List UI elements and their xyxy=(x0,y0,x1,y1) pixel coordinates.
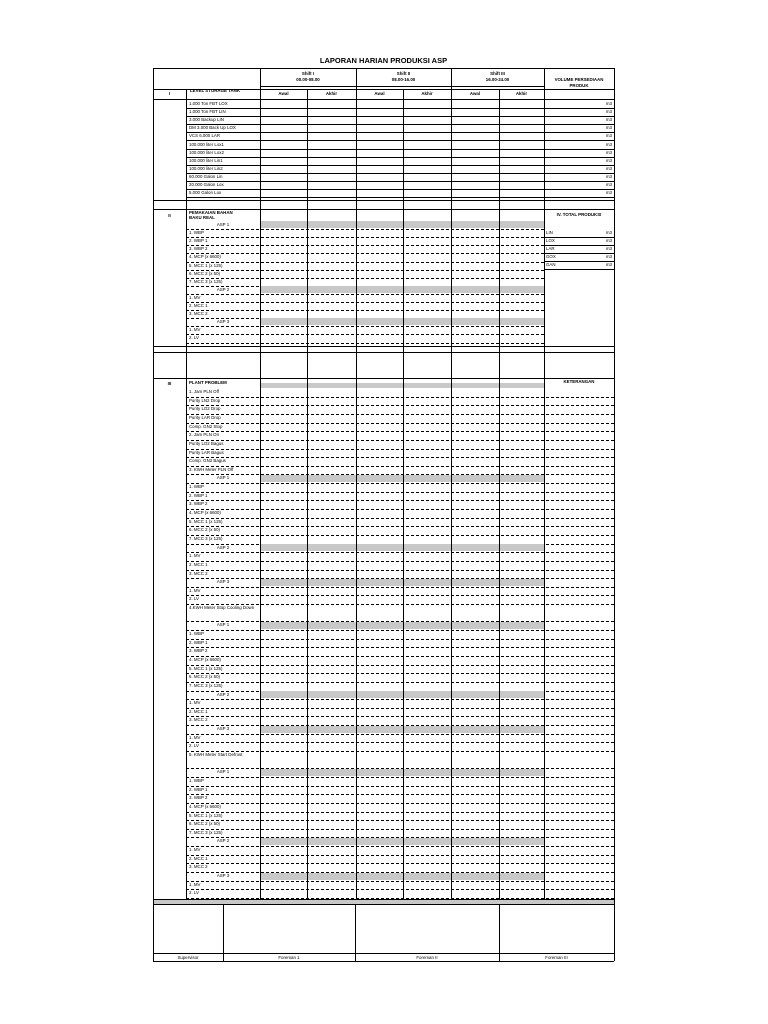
shift-column-line xyxy=(260,68,261,899)
bahan-band xyxy=(260,318,544,325)
row-divider xyxy=(186,794,614,795)
problem-band-50: ASP 2 xyxy=(216,838,230,844)
problem-band-18: ASP 2 xyxy=(216,544,230,550)
level-item-8: 100.000 liter Lin1 xyxy=(189,157,223,163)
bahan-row-1: 1. WBP xyxy=(189,230,204,236)
total-unit-3: m3 xyxy=(605,246,612,252)
row-divider xyxy=(186,509,614,510)
problem-row-36: 2. MCC 1 xyxy=(189,708,208,714)
row-divider xyxy=(186,334,544,335)
problem-row-7: Purity LAR Bagus xyxy=(189,449,224,455)
problem-band xyxy=(260,475,544,482)
row-divider xyxy=(186,829,614,830)
row-divider xyxy=(186,253,544,254)
row-divider xyxy=(186,518,614,519)
section-i-number: I xyxy=(168,91,171,96)
level-unit-11: m3 xyxy=(605,182,612,187)
level-item-6: 100.000 liter Lox1 xyxy=(189,141,224,147)
row-divider xyxy=(186,492,614,493)
row-divider xyxy=(186,440,614,441)
problem-band xyxy=(260,838,544,845)
row-divider xyxy=(186,820,614,821)
problem-band xyxy=(260,873,544,880)
problem-row-23: 1. MV xyxy=(189,587,201,593)
level-unit-6: m3 xyxy=(605,141,612,147)
row-divider xyxy=(186,855,614,856)
signature-left xyxy=(153,904,154,961)
problem-band-42: ASP 1 xyxy=(216,769,230,775)
level-item-11: 20.000 Galon Lox xyxy=(189,182,224,187)
problem-row-31: 5. MCC 1 (x 125) xyxy=(189,665,223,671)
problem-row-41: 5. KWH Meter Start Defrost xyxy=(189,752,243,758)
problem-row-30: 4. MCP (x 6600) xyxy=(189,656,221,662)
row-divider xyxy=(186,673,614,674)
bahan-row-10: 2. MCC 1 xyxy=(189,303,208,308)
problem-band xyxy=(260,544,544,551)
problem-row-28: 2. WBP 1 xyxy=(189,639,208,645)
row-divider xyxy=(186,812,614,813)
problem-band-26: ASP 1 xyxy=(216,622,230,628)
total-row-line xyxy=(544,269,614,270)
left-border xyxy=(153,68,154,905)
shift-1-awal: Awal xyxy=(278,91,289,96)
level-unit-9: m3 xyxy=(605,165,612,171)
level-unit-5: m3 xyxy=(605,133,612,139)
awal-akhir-line xyxy=(403,89,404,899)
row-divider xyxy=(186,552,614,553)
problem-row-20: 2. MCC 1 xyxy=(189,561,208,567)
level-unit-3: m3 xyxy=(605,117,612,123)
signature-supervisor: Supervisor xyxy=(177,955,199,960)
problem-row-47: 5. MCC 1 (x 125) xyxy=(189,812,223,818)
bahan-row-2: 2. WBP 1 xyxy=(189,238,208,244)
level-unit-8: m3 xyxy=(605,157,612,163)
shift-1-name: Shift I xyxy=(301,71,315,76)
problem-row-46: 4. MCP (x 6600) xyxy=(189,803,221,809)
row-divider xyxy=(186,229,544,230)
problem-row-1: Purity LN2 Drop xyxy=(189,397,221,403)
level-item-4: DM 3.000 Back Up LOX xyxy=(189,125,236,131)
row-divider xyxy=(186,302,544,303)
bahan-row-13: 1. MV xyxy=(189,327,201,333)
problem-row-52: 2. MCC 1 xyxy=(189,855,208,861)
row-divider xyxy=(186,431,614,432)
row-divider xyxy=(186,570,614,571)
row-divider xyxy=(186,716,614,717)
volume-header-line2: PRODUK xyxy=(569,83,589,88)
level-item-3: 3.000 Backup LIN xyxy=(189,117,224,123)
level-item-2: 1.000 Ton FBT LIN xyxy=(189,109,226,115)
problem-row-9: 3. KWH Meter PLN Off xyxy=(189,466,234,472)
total-produksi-title: IV. TOTAL PRODUKSI xyxy=(556,212,602,217)
total-item-lar: LAR xyxy=(546,246,555,252)
problem-band-38: ASP 3 xyxy=(216,726,230,732)
row-divider xyxy=(186,699,614,700)
row-divider xyxy=(186,561,614,562)
row-divider xyxy=(186,734,614,735)
row-divider xyxy=(186,742,614,743)
problem-row-24: 2. LV xyxy=(189,596,199,602)
bahan-row-6: 6. MCC 2 (x 50) xyxy=(189,270,220,276)
row-divider xyxy=(186,500,614,501)
signature-right xyxy=(614,904,615,961)
shift-2-time: 08.00-16.00 xyxy=(391,77,416,82)
level-unit-12: m3 xyxy=(605,190,612,196)
problem-band xyxy=(260,691,544,698)
total-unit-4: m3 xyxy=(605,254,612,260)
problem-band xyxy=(260,579,544,586)
signature-foreman-iii: Foreman III xyxy=(545,955,568,960)
bahan-band-8: ASP 2 xyxy=(216,286,230,292)
row-divider xyxy=(186,889,614,890)
row-divider xyxy=(186,483,614,484)
section-iii-bottom xyxy=(153,899,614,900)
problem-row-37: 3. MCC 2 xyxy=(189,717,208,723)
problem-band xyxy=(260,769,544,776)
row-divider xyxy=(186,665,614,666)
problem-row-17: 7. MCC 3 (x 125) xyxy=(189,535,223,541)
signature-foreman-1: Foreman 1 xyxy=(278,955,300,960)
shift-column-line xyxy=(544,68,545,899)
row-divider xyxy=(186,535,614,536)
row-divider xyxy=(186,846,614,847)
problem-row-12: 2. WBP 1 xyxy=(189,492,208,498)
bahan-band-12: ASP 3 xyxy=(216,319,230,325)
signature-column-line xyxy=(355,904,356,961)
row-divider xyxy=(186,245,544,246)
total-unit-2: m3 xyxy=(605,238,612,244)
problem-row-55: 1. MV xyxy=(189,881,201,887)
problem-header-band xyxy=(260,383,544,388)
shift-2-name: Shift II xyxy=(396,71,411,76)
total-item-gan: GAN xyxy=(546,262,556,268)
report-title: LAPORAN HARIAN PRODUKSI ASP xyxy=(319,56,448,65)
shift-3-name: Shift III xyxy=(490,71,505,76)
row-divider xyxy=(186,449,614,450)
keterangan-title: KETERANGAN xyxy=(563,379,595,384)
row-divider xyxy=(186,397,614,398)
problem-band xyxy=(260,726,544,733)
bahan-band xyxy=(260,286,544,293)
problem-row-16: 6. MCC 2 (x 50) xyxy=(189,527,220,533)
awal-akhir-line xyxy=(307,89,308,899)
problem-band xyxy=(260,622,544,629)
row-divider xyxy=(186,647,614,648)
row-divider xyxy=(186,656,614,657)
problem-row-8: Comp. GN2 Bagus xyxy=(189,458,226,464)
level-unit-2: m3 xyxy=(605,109,612,115)
problem-row-2: Purity LO2 Drop xyxy=(189,406,221,412)
row-divider xyxy=(186,777,614,778)
problem-row-13: 3. WBP 2 xyxy=(189,501,208,507)
row-divider xyxy=(186,639,614,640)
level-item-1: 1.000 Ton FBT LOX xyxy=(189,101,228,106)
problem-row-51: 1. MV xyxy=(189,847,201,853)
section-ii-label-2: BAKU REAL xyxy=(189,215,215,220)
shift-column-line xyxy=(356,68,357,899)
problem-band-22: ASP 3 xyxy=(216,579,230,585)
level-unit-7: m3 xyxy=(605,149,612,155)
row-divider xyxy=(186,405,614,406)
problem-row-14: 4. MCP (x 6600) xyxy=(189,510,221,516)
shift-3-akhir: Akhir xyxy=(515,91,528,96)
shift-column-line xyxy=(451,68,452,899)
bahan-row-14: 2. LV xyxy=(189,335,199,341)
problem-row-49: 7. MCC 3 (x 125) xyxy=(189,829,223,835)
bahan-row-4: 4. MCP (x 6600) xyxy=(189,254,221,260)
problem-row-21: 3. MCC 2 xyxy=(189,570,208,576)
awal-akhir-line xyxy=(499,89,500,899)
row-divider xyxy=(186,466,614,467)
shift-3-time: 16.00-24.00 xyxy=(485,77,510,82)
shift-1-time: 00.00-08.00 xyxy=(296,77,320,82)
total-unit-5: m3 xyxy=(605,262,612,268)
level-unit-10: m3 xyxy=(605,173,612,179)
volume-header-line1: VOLUME PERSEDIAAN xyxy=(554,77,604,82)
row-divider xyxy=(186,423,614,424)
section-iii-label: PLANT PROBLEM xyxy=(189,380,227,385)
bahan-band-0: ASP 1 xyxy=(216,222,230,227)
problem-row-4: Comp. GN2 Stop xyxy=(189,423,223,429)
level-unit-1: m3 xyxy=(605,101,612,106)
shift-1-akhir: Akhir xyxy=(325,91,338,96)
row-divider xyxy=(186,630,614,631)
row-divider xyxy=(186,343,544,344)
shift-3-awal: Awal xyxy=(469,91,481,96)
problem-row-11: 1. WBP xyxy=(189,484,204,490)
section-ii-label-1: PEMAKAIAN BAHAN xyxy=(189,210,233,215)
total-unit-1: m3 xyxy=(605,230,612,235)
problem-row-29: 3. WBP 2 xyxy=(189,648,208,654)
bahan-band xyxy=(260,221,544,228)
level-item-5: VCS 6.000 LAR xyxy=(189,133,220,139)
row-divider xyxy=(186,708,614,709)
row-divider xyxy=(186,310,544,311)
signature-column-line xyxy=(223,904,224,961)
level-item-9: 100.000 liter Lin2 xyxy=(189,165,223,171)
row-divider xyxy=(186,863,614,864)
problem-row-19: 1. MV xyxy=(189,553,201,559)
label-column-line xyxy=(186,89,187,899)
problem-row-48: 6. MCC 2 (x 50) xyxy=(189,821,220,827)
signature-foreman-ii: Foreman II xyxy=(416,955,438,960)
total-item-gox: GOX xyxy=(546,254,556,260)
problem-row-3: Purity LAR Drop xyxy=(189,414,221,420)
problem-row-33: 7. MCC 3 (x 125) xyxy=(189,682,223,688)
bahan-row-11: 3. MCC 2 xyxy=(189,311,208,317)
problem-row-25: 4.KWH Meter Stop Cooling Down xyxy=(189,605,255,611)
level-unit-4: m3 xyxy=(605,125,612,131)
total-item-lox: LOX xyxy=(546,238,555,244)
signature-bottom xyxy=(153,961,614,962)
row-divider xyxy=(186,414,614,415)
problem-band-10: ASP 1 xyxy=(216,475,230,481)
bahan-row-9: 1. MV xyxy=(189,294,201,300)
signature-column-line xyxy=(499,904,500,961)
problem-row-53: 3. MCC 2 xyxy=(189,864,208,870)
problem-row-44: 2. WBP 1 xyxy=(189,786,208,792)
row-divider xyxy=(186,595,614,596)
section-iii-number: III xyxy=(167,381,172,386)
row-divider xyxy=(186,682,614,683)
row-divider xyxy=(186,237,544,238)
bahan-row-3: 3. WBP 2 xyxy=(189,246,208,252)
total-item-lin: LIN xyxy=(546,230,553,235)
row-divider xyxy=(186,803,614,804)
problem-row-43: 1. WBP xyxy=(189,777,204,783)
row-divider xyxy=(186,786,614,787)
problem-row-15: 5. MCC 1 (x 125) xyxy=(189,518,223,524)
row-divider xyxy=(186,881,614,882)
problem-row-56: 2. LV xyxy=(189,890,199,896)
problem-row-0: 1. Jam PLN Off xyxy=(189,389,219,394)
problem-row-40: 2. LV xyxy=(189,743,199,749)
problem-row-5: 2. Jam PLN On xyxy=(189,432,220,438)
shift-subheader-line xyxy=(260,86,544,87)
right-border xyxy=(614,68,615,905)
row-divider xyxy=(186,526,614,527)
level-item-10: 60.000 Galon Lin xyxy=(189,173,223,179)
level-row-line xyxy=(186,197,614,198)
row-divider xyxy=(186,262,544,263)
bahan-row-5: 5. MCC 1 (x 125) xyxy=(189,262,223,268)
row-divider xyxy=(186,294,544,295)
problem-band-54: ASP 3 xyxy=(216,873,230,879)
shift-2-awal: Awal xyxy=(374,91,385,96)
row-divider xyxy=(186,587,614,588)
problem-row-45: 3. WBP 2 xyxy=(189,795,208,801)
row-divider xyxy=(186,457,614,458)
bahan-row-7: 7. MCC 3 (x 125) xyxy=(189,278,223,284)
problem-row-35: 1. MV xyxy=(189,700,201,706)
problem-row-27: 1. WBP xyxy=(189,631,204,637)
row-divider xyxy=(186,326,544,327)
problem-band-34: ASP 2 xyxy=(216,691,230,697)
problem-row-6: Purity LO2 Bagus xyxy=(189,440,224,446)
shift-2-akhir: Akhir xyxy=(421,91,433,96)
level-item-7: 100.000 liter Lox2 xyxy=(189,149,224,155)
level-item-12: 5.000 Galon Lox xyxy=(189,190,222,196)
problem-row-39: 1. MV xyxy=(189,734,201,740)
row-divider xyxy=(186,278,544,279)
section-ii-number: II xyxy=(168,213,171,218)
problem-row-32: 6. MCC 2 (x 50) xyxy=(189,674,220,680)
section-i-label: LEVEL STORAGE TANK xyxy=(190,88,241,93)
row-divider xyxy=(186,270,544,271)
